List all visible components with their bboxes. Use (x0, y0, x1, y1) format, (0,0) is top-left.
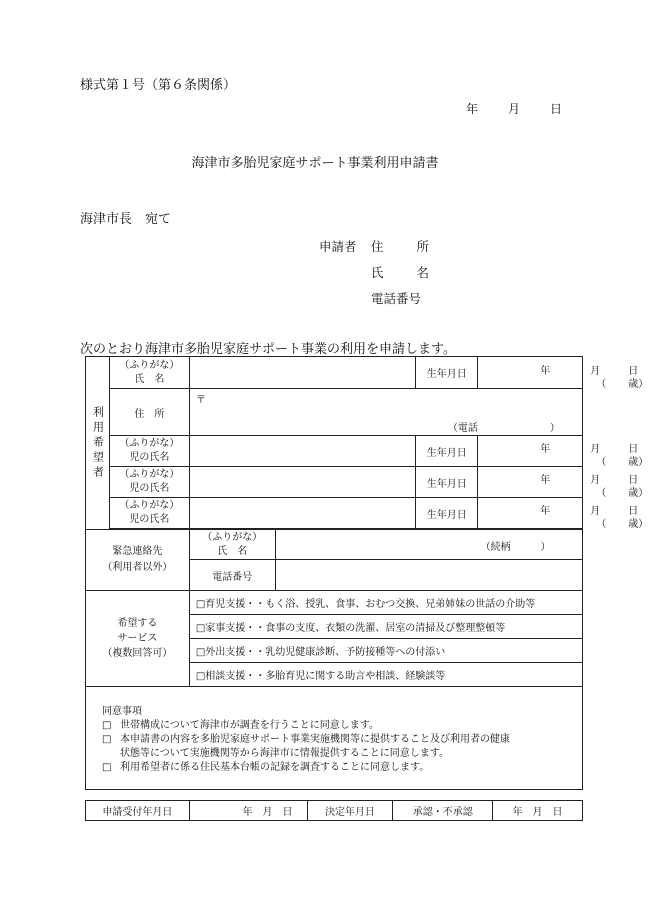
tel-close: ） (549, 423, 560, 434)
date-day: 日 (550, 102, 563, 116)
received-date-field[interactable]: 年 月 日 (189, 801, 307, 821)
applicant-address-label: 住 所 (371, 239, 429, 254)
applicant-name-label: 氏 名 (371, 265, 429, 280)
child1-name-field[interactable] (189, 436, 416, 467)
child3-birth-label: 生年月日 (416, 498, 478, 529)
date-line (466, 100, 562, 117)
child3-birth-field[interactable]: 年 月 日 （ 歳） (478, 498, 583, 529)
consent-item-2[interactable]: □ 本申請書の内容を多胎児家庭サポート事業実施機関等に提供すること及び利用者の健康 (102, 734, 510, 745)
addressee: 海津市長 宛て (80, 212, 172, 227)
services-label: 希望する サービス （複数回答可） (86, 591, 190, 687)
postal-mark: 〒 (195, 395, 206, 406)
form-number: 様式第１号（第６条関係） (80, 78, 237, 93)
user-address-field[interactable] (189, 389, 582, 436)
application-table (85, 356, 648, 790)
applicant-label: 申請者 (319, 239, 357, 254)
user-name-field[interactable] (189, 357, 416, 389)
relation-close: ） (540, 542, 551, 553)
consent-checkbox-3: □ (102, 762, 112, 773)
form-title: 海津市多胎児家庭サポート事業利用申請書 (191, 156, 439, 171)
date-year: 年 (466, 102, 479, 116)
consent-item-1[interactable]: □ 世帯構成について海津市が調査を行うことに同意します。 (102, 720, 379, 731)
user-birth-field[interactable]: 年 月 日 （ 歳） (478, 357, 583, 389)
child3-name-label: （ふりがな） 児の氏名 (109, 498, 189, 529)
user-address-label: 住 所 (109, 389, 189, 436)
consent-heading: 同意事項 (102, 706, 142, 717)
child2-birth-field[interactable]: 年 月 日 （ 歳） (478, 467, 583, 498)
tel-open: （電話 (447, 423, 478, 434)
service-outing[interactable]: □外出支援・・乳幼児健康診断、予防接種等への付添い (189, 639, 582, 663)
applicant-phone-label: 電話番号 (371, 291, 422, 306)
child2-name-label: （ふりがな） 児の氏名 (109, 467, 189, 498)
emergency-name-field[interactable] (275, 530, 582, 560)
emergency-name-label: （ふりがな） 氏 名 (189, 530, 275, 560)
user-birth-label: 生年月日 (416, 357, 478, 389)
child1-birth-label: 生年月日 (416, 436, 478, 467)
relation-open: （続柄 (480, 542, 511, 553)
applicant-block (319, 234, 429, 312)
approval-label[interactable]: 承認・不承認 (393, 801, 493, 821)
user-name-label: （ふりがな） 氏 名 (109, 357, 189, 389)
child3-name-field[interactable] (189, 498, 416, 529)
decision-date-label: 決定年月日 (307, 801, 393, 821)
service-consultation[interactable]: □相談支援・・多胎育児に関する助言や相談、経験談等 (189, 663, 582, 687)
consent-checkbox-1: □ (102, 720, 112, 731)
user-section-label: 利用希望者 (86, 357, 110, 530)
approval-date-field[interactable]: 年 月 日 (493, 801, 583, 821)
service-housework[interactable]: □家事支援・・食事の支度、衣類の洗濯、居室の清掃及び整理整頓等 (189, 615, 582, 639)
child1-name-label: （ふりがな） 児の氏名 (109, 436, 189, 467)
consent-item-2-cont: 状態等について実施機関等から海津市に情報提供することに同意します。 (120, 748, 449, 759)
office-use-table (85, 800, 583, 821)
emergency-phone-field[interactable] (275, 560, 582, 591)
consent-checkbox-2: □ (102, 734, 112, 745)
child2-name-field[interactable] (189, 467, 416, 498)
service-childcare[interactable]: □育児支援・・もく浴、授乳、食事、おむつ交換、兄弟姉妹の世話の介助等 (189, 591, 582, 615)
child2-birth-label: 生年月日 (416, 467, 478, 498)
emergency-label: 緊急連絡先 （利用者以外） (86, 530, 190, 591)
child1-birth-field[interactable]: 年 月 日 （ 歳） (478, 436, 583, 467)
intro-text: 次のとおり海津市多胎児家庭サポート事業の利用を申請します。 (80, 342, 456, 357)
consent-section (86, 687, 583, 790)
date-month: 月 (508, 102, 521, 116)
consent-item-3[interactable]: □ 利用希望者に係る住民基本台帳の記録を調査することに同意します。 (102, 762, 430, 773)
emergency-phone-label: 電話番号 (189, 560, 275, 591)
received-date-label: 申請受付年月日 (86, 801, 190, 821)
